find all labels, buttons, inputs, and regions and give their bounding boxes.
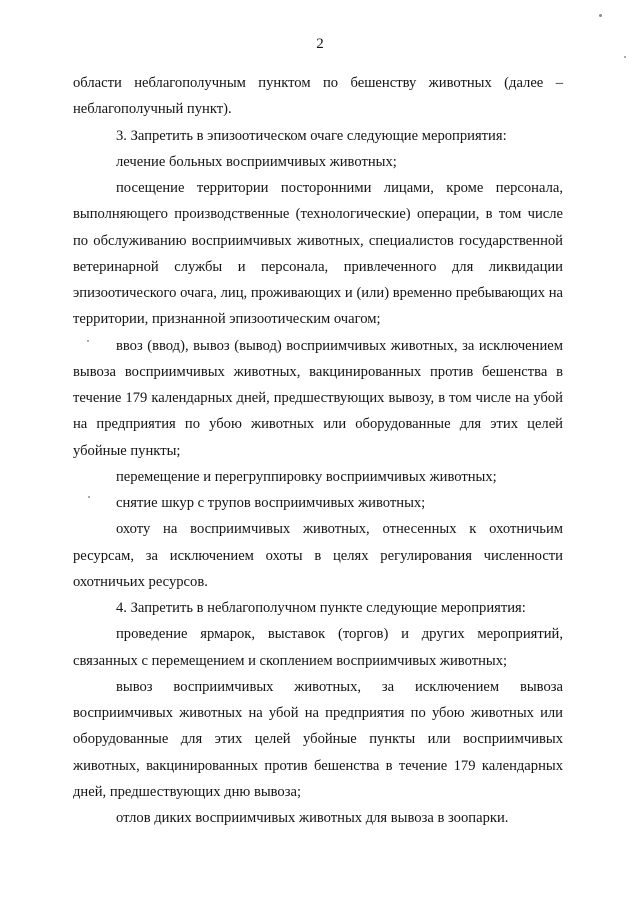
clause-3-heading: 3. Запретить в эпизоотическом очаге следующие мероприятия: <box>116 127 507 144</box>
clause-3-item-treatment: лечение больных восприимчивых животных; <box>116 153 397 170</box>
page-number: 2 <box>316 36 324 52</box>
clause-4-heading: 4. Запретить в неблагополучном пункте следующие мероприятия: <box>116 600 526 616</box>
clause-3-item-hunting: охоту на восприимчивых животных, отнесенных к охотничьим ресурсам, за исключением охоты в целях регулирования численности охотничьих ресурсов. <box>73 521 563 590</box>
clause-3-item-regrouping: перемещение и перегруппировку восприимчивых животных; <box>116 468 497 485</box>
scan-speck <box>87 340 89 342</box>
scan-speck <box>624 56 626 58</box>
paragraph-continuation: области неблагополучным пунктом по бешенству животных (далее – неблагополучный пункт). <box>73 75 563 118</box>
clause-4-item-export: вывоз восприимчивых животных, за исключением вывоза восприимчивых животных на убой на предприятия по убою животных или оборудованные для этих целей убойные пункты или восприимчивых животных, вакцинированных против бешенства в течение 179 календарных дней, предшествующих дню вывоза; <box>73 678 563 800</box>
document-body <box>73 70 563 831</box>
scan-speck <box>599 14 602 17</box>
clause-4-item-capture: отлов диких восприимчивых животных для вывоза в зоопарки. <box>116 810 509 826</box>
clause-4-item-fairs: проведение ярмарок, выставок (торгов) и других мероприятий, связанных с перемещением и скоплением восприимчивых животных; <box>73 626 563 669</box>
clause-3-item-visits: посещение территории посторонними лицами, кроме персонала, выполняющего производственные (технологические) операции, в том числе по обслуживанию восприимчивых животных, специалистов государственной ветеринарной службы и персонала, привлеченного для ликвидации эпизоотического очага, лиц, проживающих и (или) временно пребывающих на территории, признанной эпизоотическим очагом; <box>73 180 563 328</box>
scan-speck <box>88 496 90 498</box>
clause-3-item-import-export: ввоз (ввод), вывоз (вывод) восприимчивых животных, за исключением вывоза восприимчивых животных, вакцинированных против бешенства в течение 179 календарных дней, предшествующих вывозу, в том числе на убой на предприятия по убою животных или оборудованные для этих целей убойные пункты; <box>73 337 563 459</box>
clause-3-item-skinning: снятие шкур с трупов восприимчивых животных; <box>116 495 426 511</box>
